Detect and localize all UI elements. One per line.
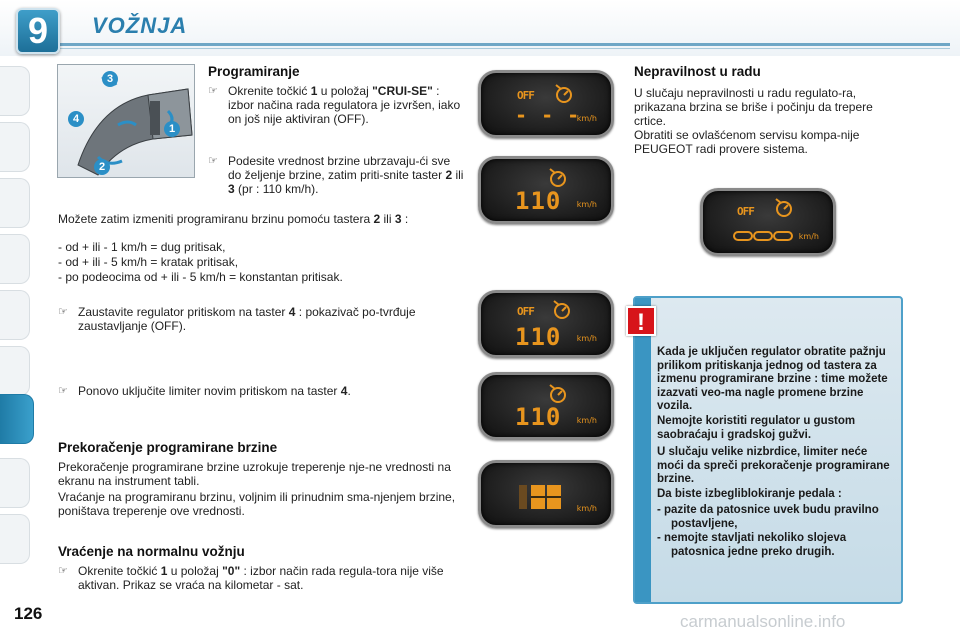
speedometer-icon [773,197,795,219]
pointing-hand-icon: ☞ [58,565,68,577]
bullet-programming-2: ☞ Podesite vrednost brzine ubrzavaju-ći sve do željenje brzine, zatim priti-snite taster 2 ili 3 (pr : 110 km/h). [208,154,464,196]
watermark: carmanualsonline.info [680,612,846,631]
display-off-110: OFF 110 km/h [478,290,614,358]
speedometer-icon [547,167,569,189]
warning-strip [635,298,651,602]
list-item-1: - od + ili - 1 km/h = dug pritisak, [58,240,226,254]
chapter-tab-6[interactable] [0,346,30,396]
odometer-digits-graphic [517,481,565,513]
chapter-tab-2[interactable] [0,122,30,172]
chapter-tab-active[interactable] [0,394,34,444]
label-1: 1 [164,121,180,137]
bullet-programming-1: ☞ Okrenite točkić 1 u položaj "CRUI-SE" : izbor načina rada regulatora je izvršen, iako on još nije aktiviran (OFF). [208,84,461,126]
pointing-hand-icon: ☞ [208,85,218,97]
paragraph-exceed-1: Prekoračenje programirane brzine uzrokuje treperenje nje-ne vrednosti na ekranu na instrument tabli. [58,460,451,488]
display-speed-110-set: 110 km/h [478,156,614,224]
bullet-programming-4: ☞ Ponovo uključite limiter novim pritiskom na taster 4. [58,384,351,398]
section-title-exceed: Prekoračenje programirane brzine [58,440,278,455]
label-3: 3 [102,71,118,87]
warning-paragraph-1: Kada je uključen regulator obratite pažnju prilikom pritiskanja jednog od tastera za izmenu programirane brzine : time možete izazvati veo-ma nagle promene brzine vozila. [657,346,888,412]
chapter-number-badge: 9 [16,8,60,54]
warning-paragraph-4: Da biste izbegliblokiranje pedala : [657,488,842,500]
display-speed-110-resumed: 110 km/h [478,372,614,440]
page-number: 126 [14,604,43,623]
display-off-dashes: OFF - - - km/h [478,70,614,138]
speedometer-icon [551,299,573,321]
chapter-tab-4[interactable] [0,234,30,284]
pointing-hand-icon: ☞ [208,155,218,167]
warning-exclamation-icon: ! [626,306,656,336]
speedometer-icon [553,83,575,105]
paragraph-malfunction-1: U slučaju nepravilnosti u radu regulato-ra, prikazana brzina se briše i počinju da trepere crtice. [634,86,873,128]
label-4: 4 [68,111,84,127]
list-item-3: - po podeocima od + ili - 5 km/h = konstantan pritisak. [58,270,343,284]
chapter-tab-8[interactable] [0,458,30,508]
paragraph-modify-speed: Možete zatim izmeniti programiranu brzinu pomoću tastera 2 ili 3 : [58,212,409,226]
header-rule-thin [60,48,950,49]
speedometer-icon [547,383,569,405]
warning-paragraph-3: U slučaju velike nizbrdice, limiter neće moći da spreči prekoračenje programirane brzine. [657,446,890,485]
list-item-2: - od + ili - 5 km/h = kratak pritisak, [58,255,239,269]
flashing-dashes-graphic [733,229,793,243]
chapter-tab-1[interactable] [0,66,30,116]
bullet-programming-3: ☞ Zaustavite regulator pritiskom na taster 4 : pokazivač po-tvrđuje zaustavljanje (OFF). [58,305,416,333]
chapter-tab-5[interactable] [0,290,30,340]
display-odometer: km/h [478,460,614,528]
pointing-hand-icon: ☞ [58,306,68,318]
bullet-normal-driving: ☞ Okrenite točkić 1 u položaj "0" : izbor način rada regula-tora nije više aktivan. Prikaz se vraća na kilometar - sat. [58,564,444,592]
header-rule [60,43,950,46]
section-title-normal-driving: Vraćenje na normalnu vožnju [58,544,245,559]
display-malfunction: OFF km/h [700,188,836,256]
paragraph-malfunction-2: Obratiti se ovlašćenom servisu kompa-nije PEUGEOT radi provere sistema. [634,128,860,156]
pointing-hand-icon: ☞ [58,385,68,397]
warning-list-item-2: - nemojte stavljati nekoliko slojeva patosnica jedne preko drugih. [657,532,847,558]
chapter-tab-3[interactable] [0,178,30,228]
chapter-title: VOŽNJA [92,13,188,38]
warning-list-item-1: - pazite da patosnice uvek budu pravilno postavljene, [657,504,879,530]
section-title-programming: Programiranje [208,64,300,79]
label-2: 2 [94,159,110,175]
warning-paragraph-2: Nemojte koristiti regulator u gustom saobraćaju i gradskoj gužvi. [657,415,856,441]
cruise-control-stalk-illustration [57,64,195,178]
section-title-malfunction: Nepravilnost u radu [634,64,761,79]
paragraph-exceed-2: Vraćanje na programiranu brzinu, voljnim ili prinudnim sma-njenjem brzine, poništava treperenje ove vrednosti. [58,490,456,518]
chapter-tab-9[interactable] [0,514,30,564]
